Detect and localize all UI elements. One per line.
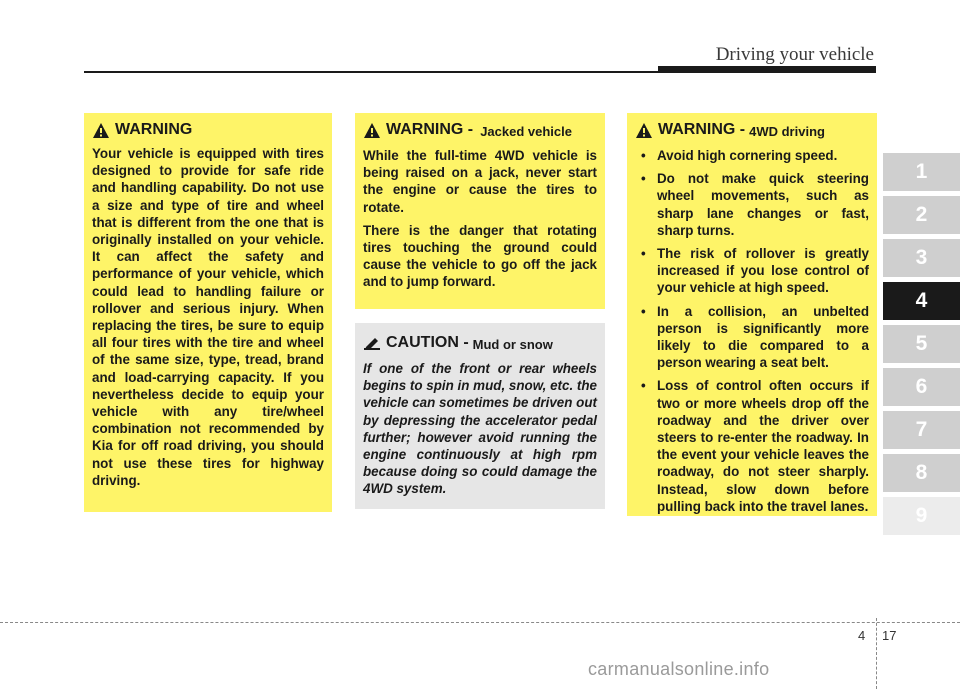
- caution-box-mud-snow: [355, 323, 605, 509]
- warning-title-text: WARNING: [115, 121, 193, 138]
- caution-pencil-icon: [363, 335, 381, 352]
- warning-box-tires: [84, 113, 332, 512]
- header-rule-accent: [658, 66, 876, 72]
- caution-title: [363, 334, 597, 354]
- warning-body: [363, 147, 597, 291]
- warning-box-jacked-vehicle: [355, 113, 605, 309]
- chapter-tab-7[interactable]: 7: [883, 411, 960, 449]
- list-item: • Do not make quick steering wheel movements, such as sharp lane changes or fast, sharp turns.: [635, 170, 869, 239]
- warning-subtitle: 4WD driving: [749, 124, 825, 139]
- warning-paragraph: There is the danger that rotating tires touching the ground could cause the vehicle to go off the jack and to jump forward.: [363, 222, 597, 290]
- warning-box-4wd-driving: [627, 113, 877, 516]
- list-item: • Loss of control often occurs if two or more wheels drop off the roadway and the driver over steers to re-enter the roadway. In the event your vehicle leaves the roadway, do not steer sharply. Instead, slow down before pulling back into the travel lanes.: [635, 377, 869, 515]
- warning-title: [92, 121, 324, 139]
- warning-subtitle: Jacked vehicle: [480, 124, 572, 139]
- warning-title: [363, 121, 597, 141]
- chapter-tab-4[interactable]: 4: [883, 282, 960, 320]
- footer-chapter-number: 4: [858, 628, 866, 643]
- warning-triangle-icon: [92, 122, 110, 139]
- chapter-tab-6[interactable]: 6: [883, 368, 960, 406]
- footer-divider: [876, 618, 877, 689]
- warning-bullet-list: [635, 147, 869, 515]
- warning-title: [635, 121, 869, 141]
- warning-body: Your vehicle is equipped with tires designed to provide for safe ride and handling capability. Do not use a size and type of tire and wheel that is different from the one that is originally installed on your vehicle. It can affect the safety and performance of your vehicle, which could lead to handling failure or rollover and serious injury. When replacing the tires, be sure to equip all four tires with the tire and wheel of the same size, type, tread, brand and load-carrying capacity. If you nevertheless decide to equip your vehicle with any tire/wheel combination not recommended by Kia for off road driving, you should not use these tires for highway driving.: [92, 146, 324, 488]
- warning-title-text: WARNING -: [386, 121, 474, 138]
- caution-subtitle: Mud or snow: [472, 337, 553, 352]
- watermark: carmanualsonline.info: [588, 659, 770, 679]
- chapter-tab-1[interactable]: 1: [883, 153, 960, 191]
- caution-body: If one of the front or rear wheels begins to spin in mud, snow, etc. the vehicle can sometimes be driven out by depressing the accelerator pedal further; however avoid running the engine continuously at high rpm because doing so could damage the 4WD system.: [363, 361, 597, 497]
- warning-triangle-icon: [635, 122, 653, 139]
- chapter-tab-5[interactable]: 5: [883, 325, 960, 363]
- chapter-tab-8[interactable]: 8: [883, 454, 960, 492]
- page-header-title: Driving your vehicle: [715, 44, 874, 65]
- list-item: • The risk of rollover is greatly increased if you lose control of your vehicle at high speed.: [635, 245, 869, 297]
- list-item: • In a collision, an unbelted person is significantly more likely to die compared to a person wearing a seat belt.: [635, 303, 869, 372]
- chapter-tab-list: [883, 153, 960, 540]
- list-item: • Avoid high cornering speed.: [635, 147, 869, 164]
- warning-title-text: WARNING -: [658, 121, 746, 138]
- warning-triangle-icon: [363, 122, 381, 139]
- footer-rule: [0, 622, 960, 623]
- chapter-tab-3[interactable]: 3: [883, 239, 960, 277]
- chapter-tab-2[interactable]: 2: [883, 196, 960, 234]
- warning-paragraph: While the full-time 4WD vehicle is being raised on a jack, never start the engine or cause the tires to rotate.: [363, 148, 597, 215]
- chapter-tab-9[interactable]: 9: [883, 497, 960, 535]
- footer-page-number: 17: [882, 628, 897, 643]
- caution-title-text: CAUTION -: [386, 334, 469, 351]
